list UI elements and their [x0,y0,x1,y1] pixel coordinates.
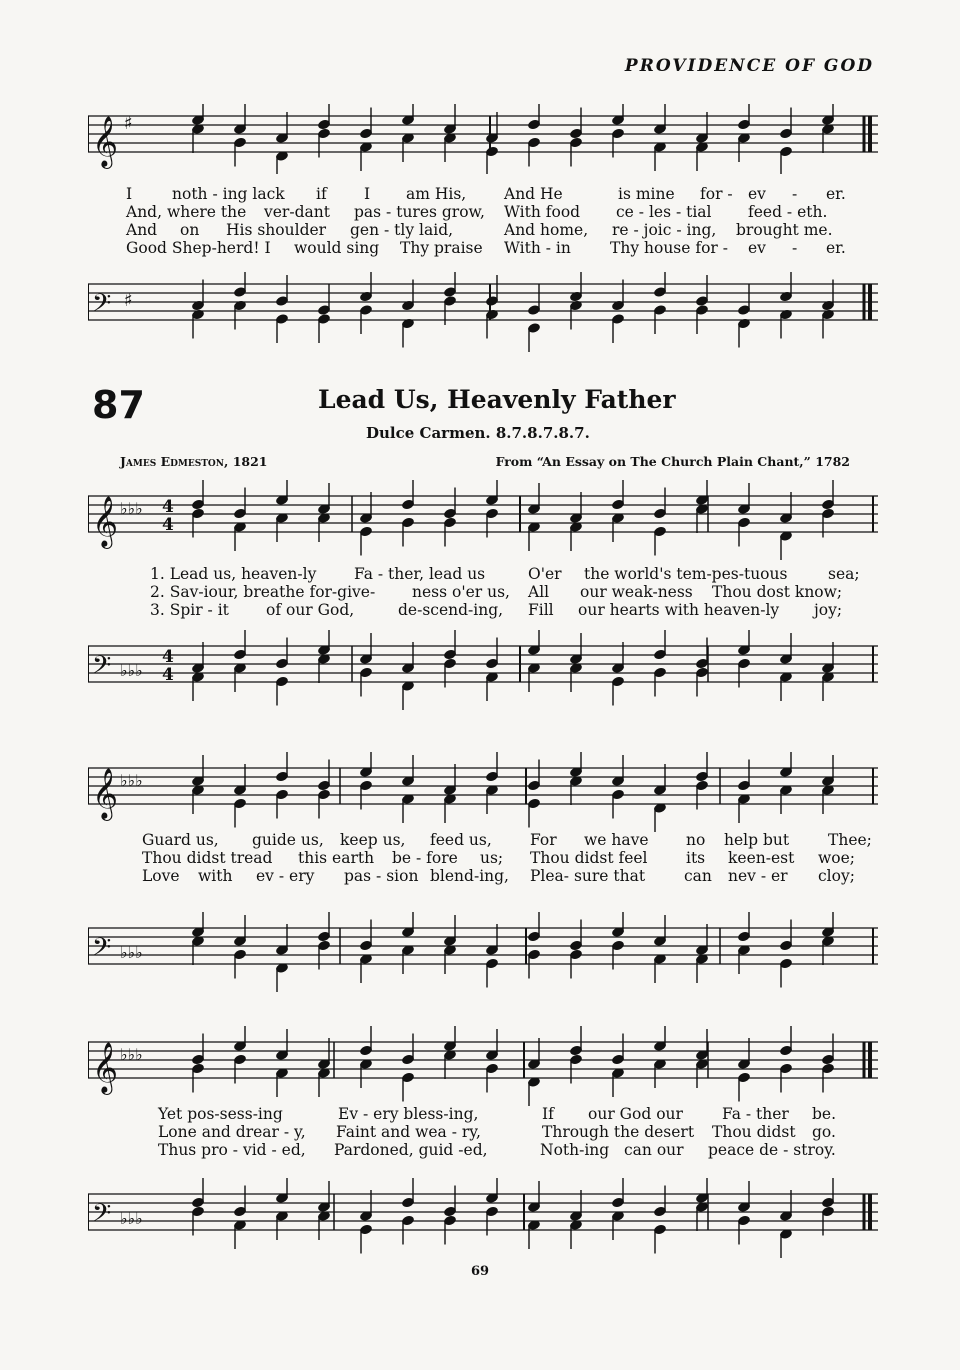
lyric-word: ness o'er us, [412,583,510,601]
bass-staff-system-1 [88,630,878,710]
svg-text:4: 4 [162,647,174,667]
tune-name: Dulce Carmen. 8.7.8.7.8.7. [366,424,590,442]
svg-text:𝄞: 𝄞 [92,768,119,819]
lyric-word: 1. Lead us, heaven-ly [150,565,317,583]
lyric-word: noth - ing lack [172,185,285,203]
lyric-word: Guard us, [142,831,219,849]
lyric-line [88,239,878,257]
lyric-word: 2. Sav-iour, breathe for-give- [150,583,376,601]
lyric-word: Noth-ing [540,1141,610,1159]
lyric-word: sea; [828,565,860,583]
lyric-word: for - [700,185,733,203]
lyric-line [88,849,878,867]
music-staff [88,752,878,832]
lyric-word: 3. Spir - it [150,601,229,619]
lyric-word: er. [826,239,846,257]
lyric-word: - [792,185,798,203]
lyric-line [88,565,878,583]
lyric-word: our weak-ness [580,583,693,601]
lyric-word: gen - tly laid, [350,221,454,239]
music-staff [88,272,878,352]
lyric-word: Yet pos-sess-ing [158,1105,283,1123]
lyric-word: the world's tem-pes-tuous [584,565,788,583]
lyric-word: If [542,1105,554,1123]
lyric-word: Love [142,867,180,885]
lyrics-system-3 [88,1105,878,1159]
lyric-line [88,601,878,619]
music-staff [88,104,878,174]
lyric-word: blend-ing, [430,867,509,885]
lyric-word: keep us, [340,831,406,849]
svg-text:♭♭♭: ♭♭♭ [120,943,143,962]
lyric-word: if [316,185,327,203]
lyric-word: Thus pro - vid - ed, [158,1141,306,1159]
lyric-word: Plea- sure that [530,867,646,885]
lyric-line [88,867,878,885]
lyric-word: All [528,583,550,601]
svg-text:4: 4 [162,497,174,517]
lyric-word: re - joic - ing, [612,221,717,239]
lyric-word: Thou dost know; [712,583,843,601]
svg-text:𝄢: 𝄢 [92,1199,112,1234]
author-attribution: James Edmeston, 1821 [120,454,268,469]
svg-text:𝄞: 𝄞 [92,1042,119,1093]
lyric-word: pas - tures grow, [354,203,485,221]
svg-text:𝄞: 𝄞 [92,496,119,547]
lyric-word: this earth [298,849,375,867]
music-staff [88,1026,878,1106]
lyric-word: nev - er [728,867,788,885]
lyric-word: O'er [528,565,562,583]
lyric-line [88,583,878,601]
svg-text:♭♭♭: ♭♭♭ [120,499,143,518]
bass-staff-previous [88,272,878,352]
lyric-word: with [198,867,233,885]
lyric-word: Thee; [828,831,872,849]
lyric-word: I [364,185,371,203]
svg-text:4: 4 [162,515,174,535]
music-staff [88,912,878,992]
lyric-word: go. [812,1123,836,1141]
lyric-line [88,203,878,221]
hymn-title: Lead Us, Heavenly Father [318,385,676,414]
svg-text:𝄢: 𝄢 [92,651,112,686]
svg-text:♯: ♯ [124,290,133,311]
lyric-word: joy; [814,601,843,619]
lyric-word: help but [724,831,790,849]
lyric-word: Faint and wea - ry, [336,1123,481,1141]
lyric-word: its [686,849,706,867]
lyric-word: And, where the [126,203,247,221]
lyric-word: And [126,221,158,239]
lyric-word: am His, [406,185,467,203]
lyric-word: Through the desert [542,1123,695,1141]
lyric-word: And He [504,185,563,203]
hymn-number: 87 [92,383,145,427]
lyrics-system-1 [88,565,878,619]
treble-staff-system-2 [88,752,878,832]
treble-staff-previous [88,104,878,174]
lyric-word: ce - les - tial [616,203,712,221]
svg-text:𝄢: 𝄢 [92,933,112,968]
lyric-word: us; [480,849,504,867]
lyric-word: Thou didst feel [530,849,648,867]
lyric-word: Ev - ery bless-ing, [338,1105,479,1123]
bass-staff-system-3 [88,1178,878,1258]
lyric-word: woe; [818,849,855,867]
lyrics-system-2 [88,831,878,885]
section-header: PROVIDENCE OF GOD [624,56,874,76]
source-attribution: From “An Essay on The Church Plain Chant,” 1782 [495,454,850,469]
music-staff [88,1178,878,1258]
lyric-word: Fill [528,601,554,619]
treble-staff-system-3 [88,1026,878,1106]
lyric-word: no [686,831,706,849]
svg-text:𝄞: 𝄞 [92,116,119,167]
svg-text:♭♭♭: ♭♭♭ [120,771,143,790]
lyric-word: Pardoned, guid -ed, [334,1141,488,1159]
music-staff [88,480,878,560]
lyric-word: ev [748,239,766,257]
lyric-word: is mine [618,185,675,203]
lyric-word: And home, [504,221,589,239]
lyric-line [88,221,878,239]
lyric-word: guide us, [252,831,324,849]
lyric-word: ver-dant [264,203,330,221]
lyric-word: can our [624,1141,684,1159]
previous-hymn-lyrics [88,185,878,257]
lyric-word: keen-est [728,849,795,867]
lyric-word: er. [826,185,846,203]
lyric-word: on [180,221,200,239]
treble-staff-system-1 [88,480,878,560]
lyric-word: Good Shep-herd! I [126,239,271,257]
lyric-word: our God our [588,1105,683,1123]
lyric-word: Thy house for - [610,239,728,257]
music-staff [88,630,878,710]
lyric-line [88,1123,878,1141]
lyric-word: I [126,185,133,203]
page-number: 69 [470,1264,490,1279]
lyric-word: Lone and drear - y, [158,1123,306,1141]
lyric-word: Fa - ther, lead us [354,565,486,583]
lyric-word: His shoulder [226,221,327,239]
lyric-word: Thou didst [712,1123,796,1141]
lyric-line [88,831,878,849]
lyric-word: we have [584,831,649,849]
lyric-line [88,1141,878,1159]
lyric-word: feed us, [430,831,492,849]
svg-text:♭♭♭: ♭♭♭ [120,1209,143,1228]
lyric-word: Thou didst tread [142,849,273,867]
lyric-word: can [684,867,712,885]
lyric-word: our hearts with heaven-ly [578,601,780,619]
svg-text:4: 4 [162,665,174,685]
svg-text:♯: ♯ [124,113,133,134]
svg-text:𝄢: 𝄢 [92,289,112,324]
lyric-word: cloy; [818,867,855,885]
svg-text:♭♭♭: ♭♭♭ [120,661,143,680]
lyric-word: would sing [294,239,380,257]
lyric-line [88,1105,878,1123]
lyric-word: ev [748,185,766,203]
lyric-word: peace de - stroy. [708,1141,836,1159]
lyric-word: Thy praise [400,239,483,257]
lyric-word: de-scend-ing, [398,601,504,619]
lyric-word: be. [812,1105,837,1123]
lyric-word: ev - ery [256,867,315,885]
lyric-word: With food [504,203,581,221]
lyric-word: brought me. [736,221,833,239]
lyric-word: - [792,239,798,257]
lyric-line [88,185,878,203]
svg-text:♭♭♭: ♭♭♭ [120,1045,143,1064]
lyric-word: Fa - ther [722,1105,789,1123]
lyric-word: be - fore [392,849,458,867]
lyric-word: For [530,831,557,849]
lyric-word: pas - sion [344,867,419,885]
lyric-word: With - in [504,239,571,257]
lyric-word: feed - eth. [748,203,828,221]
bass-staff-system-2 [88,912,878,992]
lyric-word: of our God, [266,601,355,619]
